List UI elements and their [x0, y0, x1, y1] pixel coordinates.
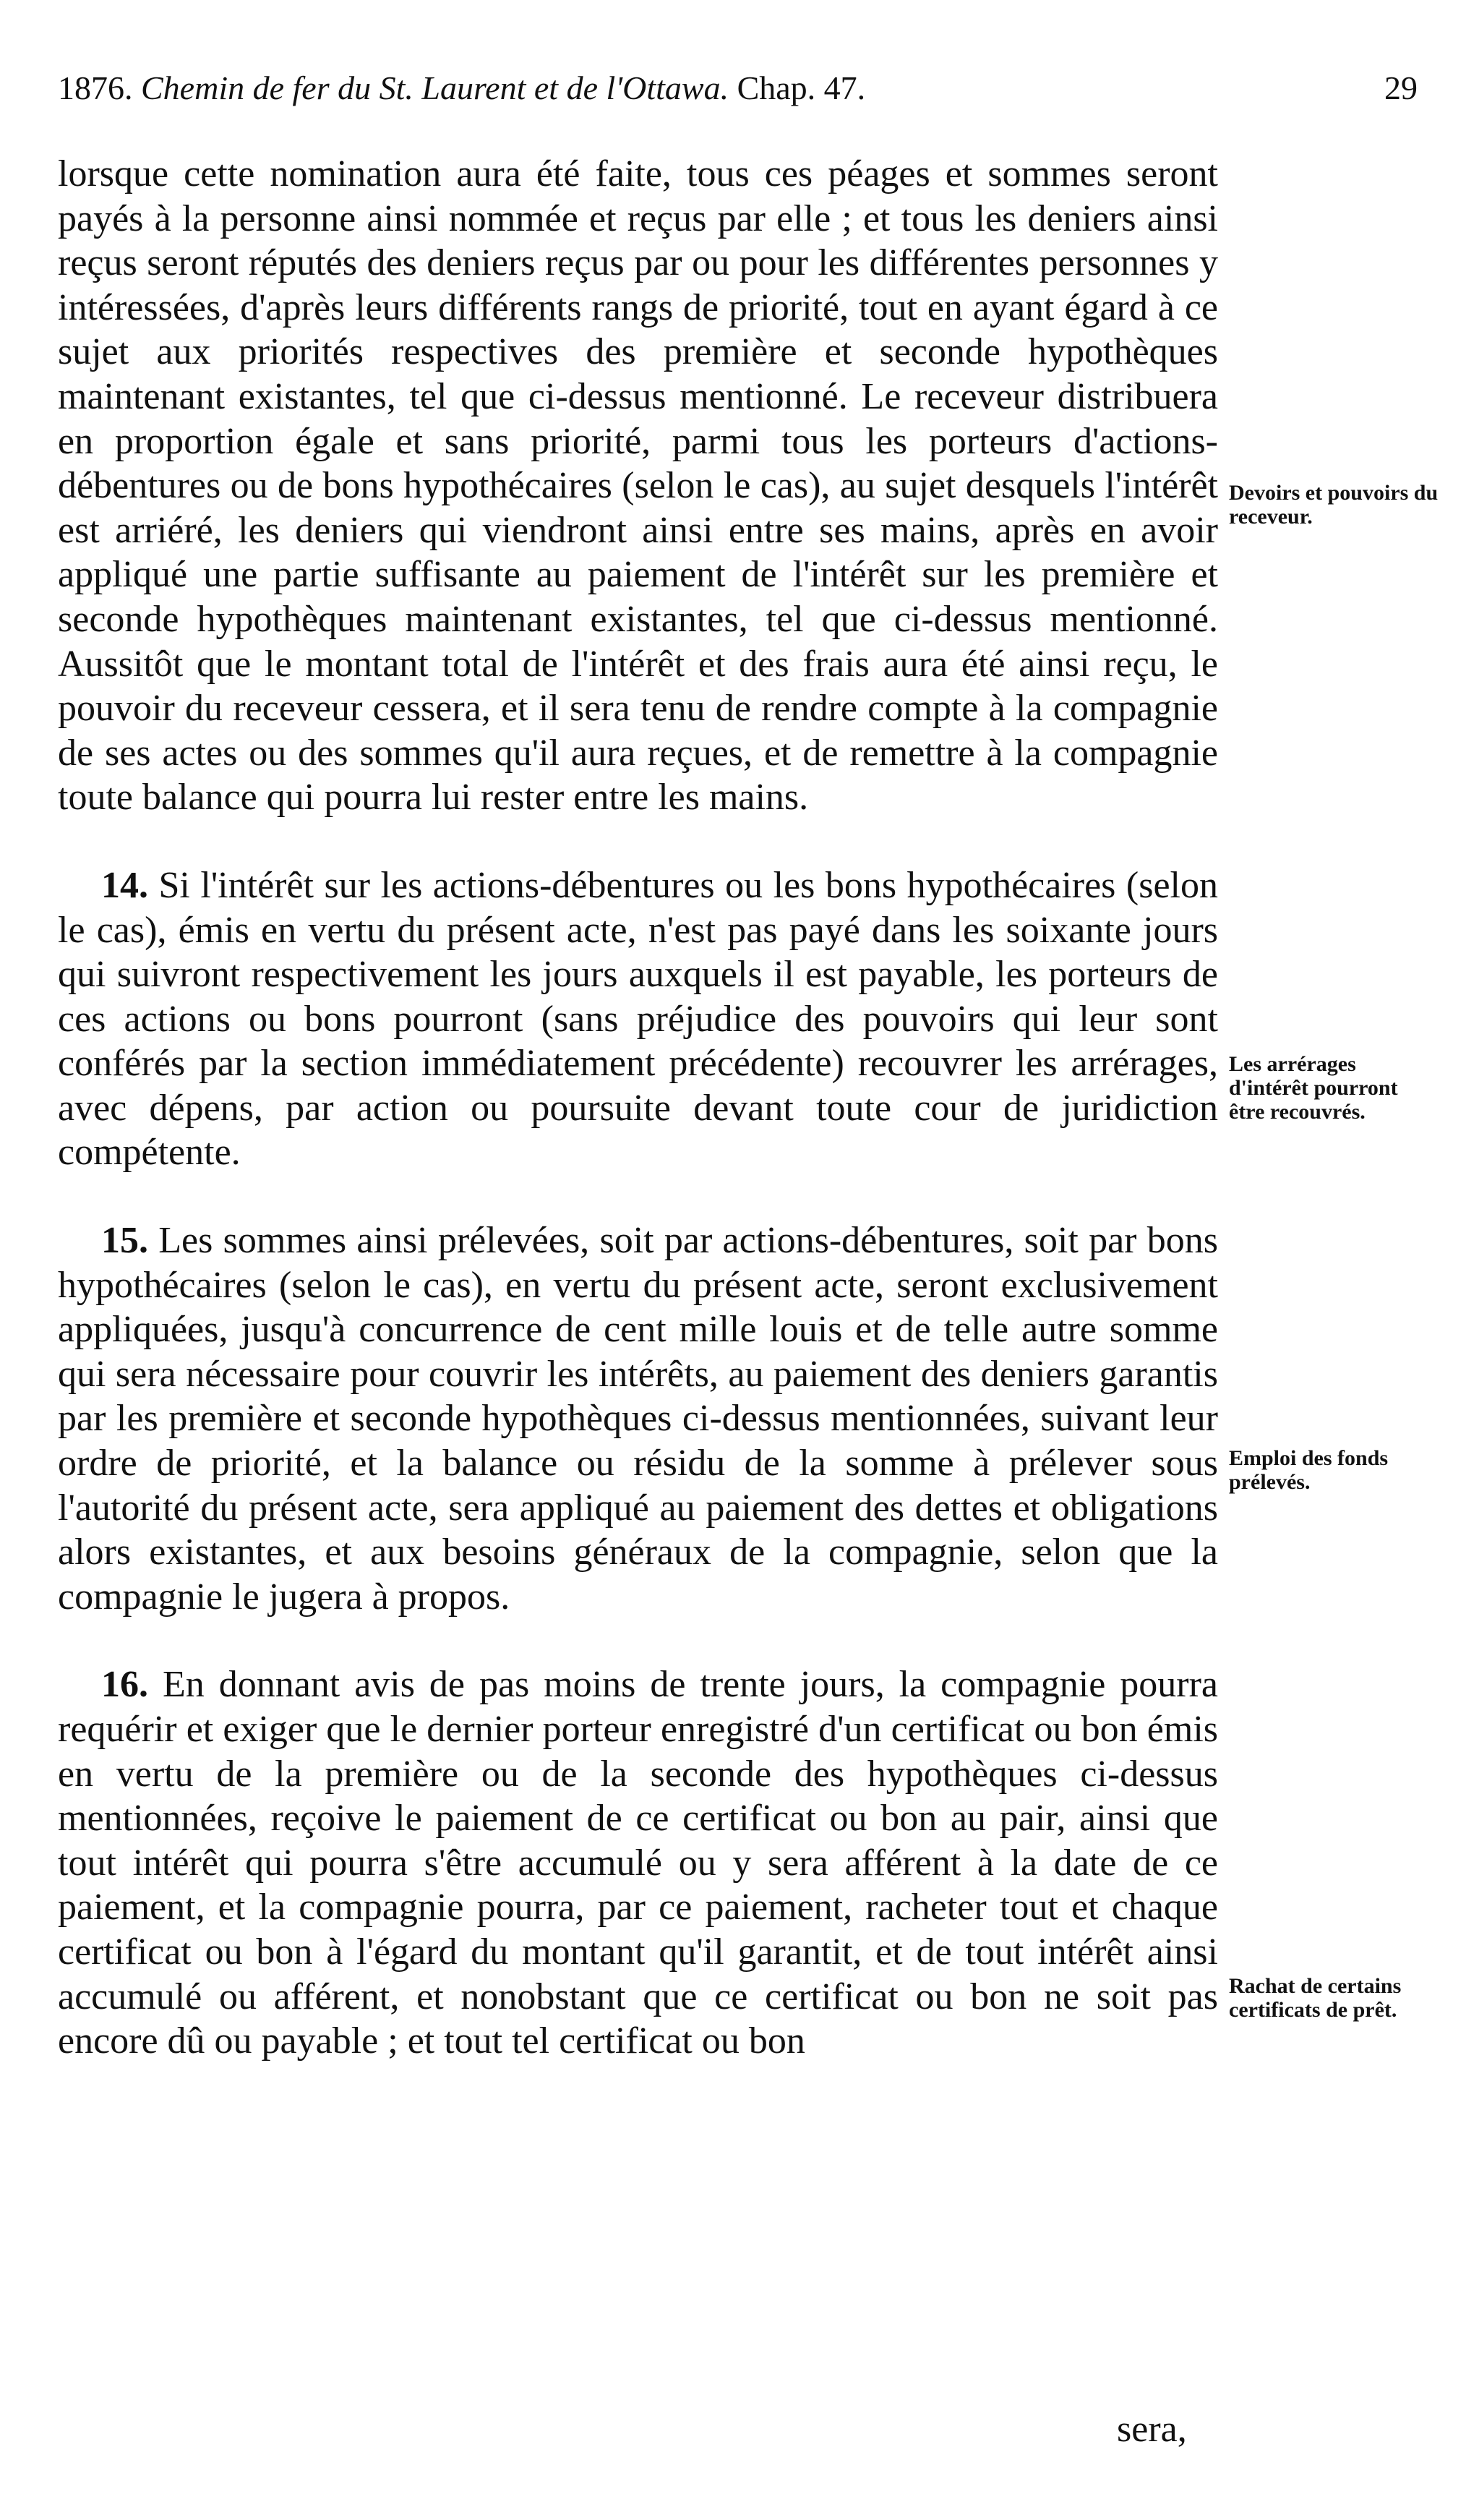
section-text: Si l'intérêt sur les actions-débentures ou les bons hypothécaires (selon le cas), émis en vertu du présent acte, n'est pas payé dans les soixante jours qui suivront respectivement les jours auxquels il est payable, les porteurs de ces actions ou bons pourront (sans préjudice des pouvoirs qui leur sont conférés par la section immédiatement précédente) recouvrer les arrérages, avec dépens, par action ou poursuite devant toute cour de juridiction compétente.: [58, 864, 1218, 1174]
section-14: [58, 863, 1218, 1175]
body-text: [58, 152, 1218, 2064]
section-16: [58, 1662, 1218, 2063]
margin-note-emploi: Emploi des fonds prélevés.: [1229, 1446, 1389, 1494]
header-title: Chemin de fer du St. Laurent et de l'Ottawa.: [141, 69, 729, 106]
section-number: 15.: [101, 1220, 148, 1262]
catchword: sera,: [1117, 2409, 1187, 2450]
section-text: Les sommes ainsi prélevées, soit par actions-débentures, soit par bons hypothécaires (selon le cas), en vertu du présent acte, seront exclusivement appliquées, jusqu'à concurrence de cent mille louis et de telle autre somme qui sera nécessaire pour couvrir les intérêts, au paiement des deniers garantis par les première et seconde hypothèques ci-dessus mentionnées, suivant leur ordre de priorité, et la balance ou résidu de la somme à prélever sous l'autorité du présent acte, sera appliqué au paiement des dettes et obligations alors existantes, et aux besoins généraux de la compagnie, selon que la compagnie le jugera à propos.: [58, 1220, 1218, 1618]
paragraph-text: lorsque cette nomination aura été faite, tous ces péages et sommes seront payés à la personne ainsi nommée et reçus par elle ; et tous les deniers ainsi reçus seront réputés des deniers reçus par ou pour les différentes personnes y intéressées, d'après leurs différents rangs de priorité, tout en ayant égard à ce sujet aux priorités respectives des première et seconde hypothèques maintenant existantes, tel que ci-dessus mentionné. Le receveur distribuera en proportion égale et sans priorité, parmi tous les porteurs d'actions-débentures ou de bons hypothécaires (selon le cas), au sujet desquels l'intérêt est arriéré, les deniers qui viendront ainsi entre ses mains, après en avoir appliqué une partie suffisante au paiement de l'intérêt sur les première et seconde hypothèques maintenant existantes, tel que ci-dessus mentionné. Aussitôt que le montant total de l'intérêt et des frais aura été ainsi reçu, le pouvoir du receveur cessera, et il sera tenu de rendre compte à la compagnie de ses actes ou des sommes qu'il aura reçues, et de remettre à la compagnie toute balance qui pourra lui rester entre les mains.: [58, 153, 1218, 819]
header-left: [58, 69, 865, 107]
page-number: 29: [1384, 69, 1418, 106]
section-number: 16.: [101, 1664, 148, 1706]
paragraph-continuation: [58, 152, 1218, 820]
section-number: 14.: [101, 864, 148, 906]
section-text: En donnant avis de pas moins de trente jours, la compagnie pourra requérir et exiger que le dernier porteur enregistré d'un certificat ou bon émis en vertu de la première ou de la seconde des hypothèques ci-dessus mentionnées, reçoive le paiement de ce certificat ou bon au pair, ainsi que tout intérêt qui pourra s'être accumulé ou y sera afférent à la date de ce paiement, et la compagnie pourra, par ce paiement, racheter tout et chaque certificat ou bon à l'égard du montant qu'il garantit, et de tout intérêt ainsi accumulé ou afférent, et nonobstant que ce certificat ou bon ne soit pas encore dû ou payable ; et tout tel certificat ou bon: [58, 1664, 1218, 2062]
margin-note-rachat: Rachat de certains certificats de prêt.: [1229, 1974, 1402, 2022]
header-chapter: Chap. 47.: [737, 69, 866, 106]
running-header: [58, 69, 1431, 119]
margin-note-receveur: Devoirs et pouvoirs du receveur.: [1229, 481, 1439, 529]
margin-note-arrerages: Les arrérages d'intérêt pourront être recouvrés.: [1229, 1052, 1398, 1124]
section-15: [58, 1218, 1218, 1619]
header-year: 1876.: [58, 69, 133, 106]
